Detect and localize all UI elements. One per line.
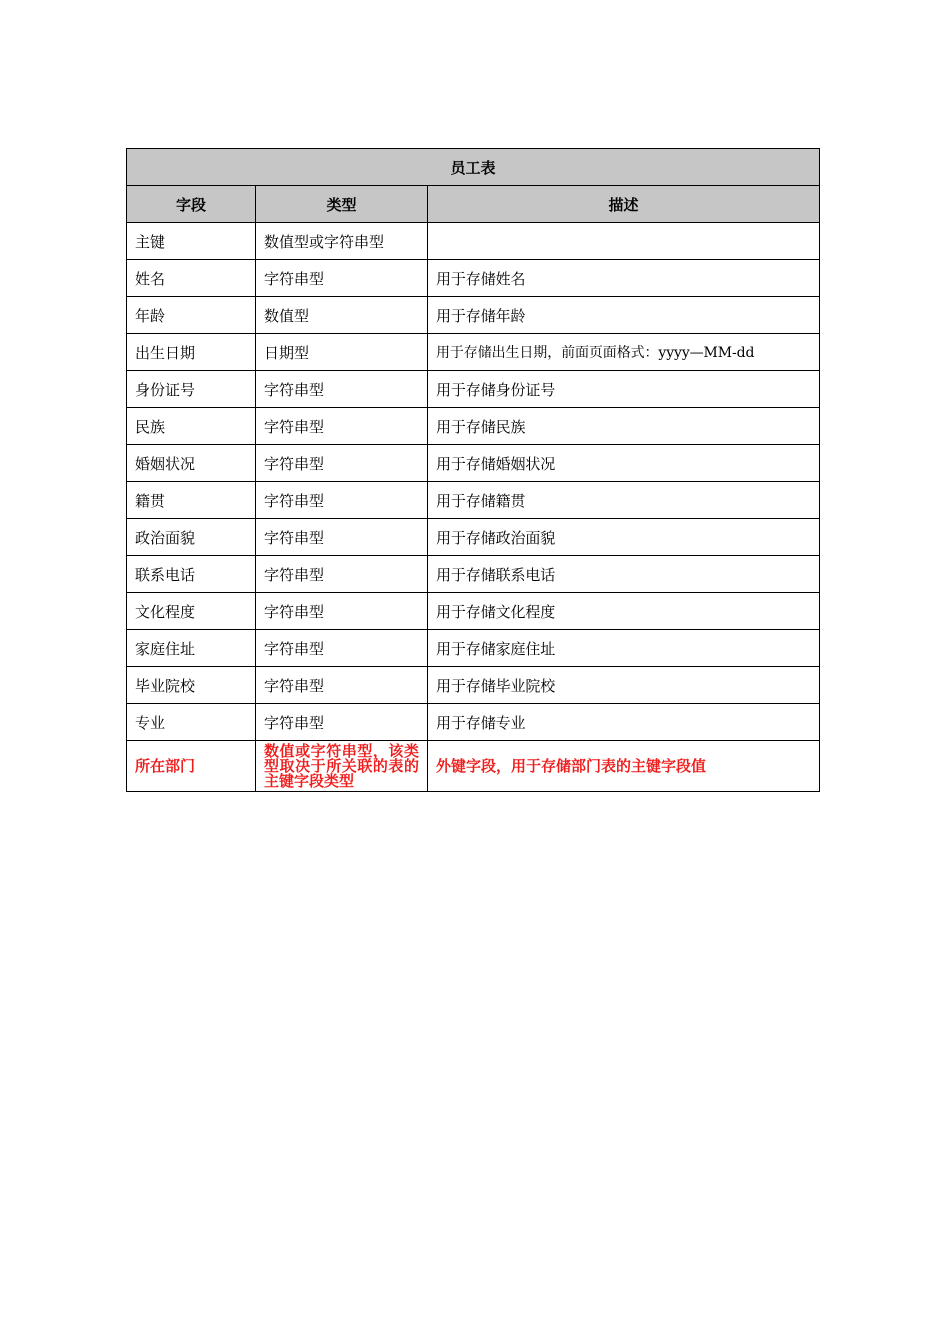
cell-type: 数值型或字符串型 <box>256 223 428 260</box>
cell-field: 民族 <box>127 408 256 445</box>
table-row <box>127 667 820 704</box>
cell-desc: 用于存储婚姻状况 <box>428 445 820 482</box>
cell-field: 主键 <box>127 223 256 260</box>
cell-field: 姓名 <box>127 260 256 297</box>
cell-type: 字符串型 <box>256 445 428 482</box>
cell-desc <box>428 223 820 260</box>
table-row <box>127 704 820 741</box>
cell-field: 联系电话 <box>127 556 256 593</box>
cell-desc: 用于存储文化程度 <box>428 593 820 630</box>
table-row <box>127 371 820 408</box>
cell-desc: 用于存储姓名 <box>428 260 820 297</box>
table-row <box>127 593 820 630</box>
cell-type: 字符串型 <box>256 704 428 741</box>
cell-type: 字符串型 <box>256 371 428 408</box>
table-row <box>127 630 820 667</box>
cell-field: 年龄 <box>127 297 256 334</box>
cell-type: 字符串型 <box>256 408 428 445</box>
cell-type: 字符串型 <box>256 630 428 667</box>
cell-field: 家庭住址 <box>127 630 256 667</box>
cell-field: 籍贯 <box>127 482 256 519</box>
cell-desc: 用于存储联系电话 <box>428 556 820 593</box>
cell-desc: 用于存储家庭住址 <box>428 630 820 667</box>
cell-type: 字符串型 <box>256 482 428 519</box>
table-row <box>127 556 820 593</box>
cell-field: 专业 <box>127 704 256 741</box>
cell-desc: 用于存储身份证号 <box>428 371 820 408</box>
cell-field: 身份证号 <box>127 371 256 408</box>
header-type: 类型 <box>256 186 428 223</box>
table-row <box>127 445 820 482</box>
cell-desc: 外键字段，用于存储部门表的主键字段值 <box>428 741 820 792</box>
employee-table <box>126 148 820 792</box>
table-row <box>127 519 820 556</box>
cell-field: 文化程度 <box>127 593 256 630</box>
table-title: 员工表 <box>127 149 820 186</box>
cell-type: 字符串型 <box>256 519 428 556</box>
cell-desc: 用于存储年龄 <box>428 297 820 334</box>
cell-type: 字符串型 <box>256 593 428 630</box>
cell-desc: 用于存储专业 <box>428 704 820 741</box>
cell-field: 婚姻状况 <box>127 445 256 482</box>
cell-field: 毕业院校 <box>127 667 256 704</box>
header-field: 字段 <box>127 186 256 223</box>
table-row <box>127 408 820 445</box>
cell-desc: 用于存储民族 <box>428 408 820 445</box>
table-row <box>127 260 820 297</box>
table-row-foreign-key <box>127 741 820 792</box>
cell-type: 字符串型 <box>256 667 428 704</box>
table-row <box>127 482 820 519</box>
header-desc: 描述 <box>428 186 820 223</box>
cell-field: 所在部门 <box>127 741 256 792</box>
cell-field: 出生日期 <box>127 334 256 371</box>
cell-type: 日期型 <box>256 334 428 371</box>
cell-type: 数值或字符串型，该类型取决于所关联的表的主键字段类型 <box>256 741 428 792</box>
cell-type: 数值型 <box>256 297 428 334</box>
cell-field: 政治面貌 <box>127 519 256 556</box>
cell-desc: 用于存储出生日期，前面页面格式：yyyy—MM-dd <box>428 334 820 371</box>
cell-desc: 用于存储毕业院校 <box>428 667 820 704</box>
table-row <box>127 223 820 260</box>
cell-desc: 用于存储政治面貌 <box>428 519 820 556</box>
table-header-row <box>127 186 820 223</box>
cell-type: 字符串型 <box>256 556 428 593</box>
table-row <box>127 334 820 371</box>
cell-type: 字符串型 <box>256 260 428 297</box>
table-row <box>127 297 820 334</box>
table-title-row <box>127 149 820 186</box>
cell-desc: 用于存储籍贯 <box>428 482 820 519</box>
